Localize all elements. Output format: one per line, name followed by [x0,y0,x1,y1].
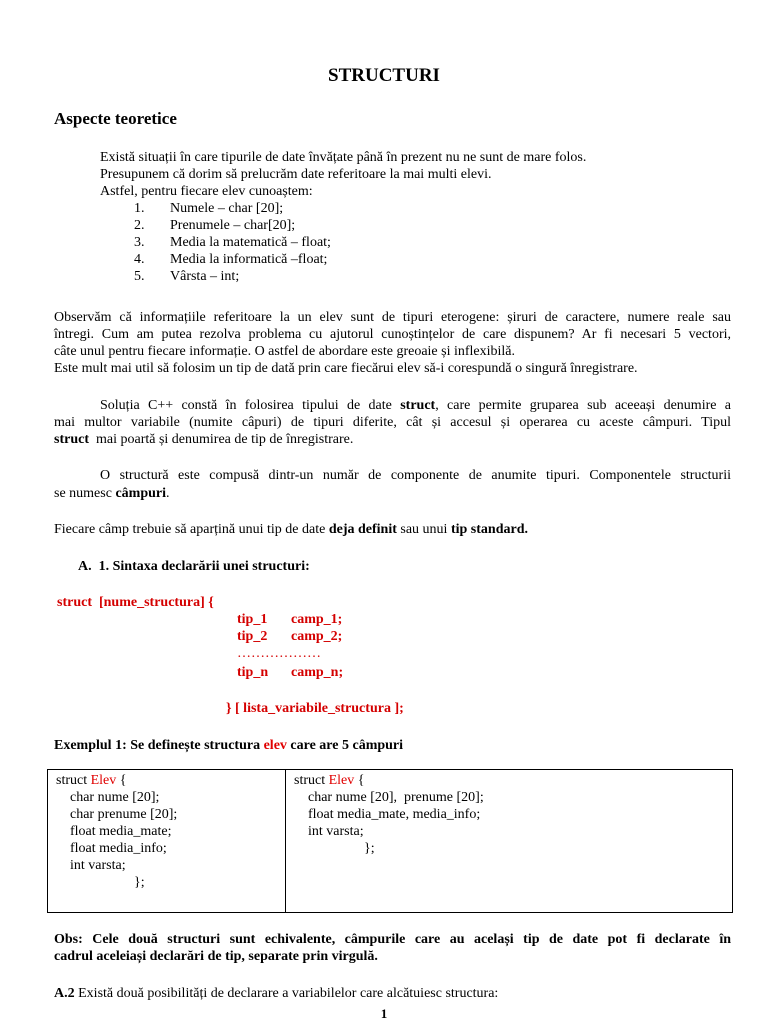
code-line: char nume [20], prenume [20]; [308,790,484,805]
paragraph-3-line-1: O structură este compusă dintr-un număr de componente de anumite tipuri. Componentele structurii [100,468,731,483]
code-line: struct Elev { [294,773,365,788]
list-item: 5. Vârsta – int; [134,269,240,284]
paragraph-1-line-1: Observăm că informațiile referitoare la un elev sunt de tipuri eterogene: șiruri de caractere, numere reale sau [54,310,731,325]
paragraph-4: Fiecare câmp trebuie să aparțină unui tip de date deja definit sau unui tip standard. [54,522,528,537]
syntax-field-n-name: camp_n; [291,665,344,680]
syntax-field-1-name: camp_1; [291,612,343,627]
code-line: char prenume [20]; [70,807,178,822]
code-line: float media_info; [70,841,167,856]
paragraph-2-line-2: mai multor variabile (numite câpuri) de tipuri diferite, cât și accesul și operarea cu aceste câmpuri. Tipul [54,415,731,430]
paragraph-2-line-3: struct mai poartă și denumirea de tip de înregistrare. [54,432,354,447]
paragraph-2-line-1: Soluția C++ constă în folosirea tipului de date struct, care permite gruparea sub aceeași denumire a [100,398,732,413]
syntax-heading: A. 1. Sintaxa declarării unei structuri: [78,559,310,574]
field-list [134,200,331,285]
list-item: 1. Numele – char [20]; [134,201,284,216]
paragraph-1-line-4: Este mult mai util să folosim un tip de dată prin care fiecărui elev să-i corespundă o singură înregistrare. [54,361,638,376]
intro-line-3: Astfel, pentru fiecare elev cunoaștem: [100,184,313,199]
code-line: struct Elev { [56,773,127,788]
section-heading: Aspecte teoretice [54,109,177,128]
code-line: int varsta; [308,824,364,839]
code-cell-right [286,770,733,913]
example-heading: Exemplul 1: Se definește structura elev care are 5 câmpuri [54,738,404,753]
code-line: }; [364,841,375,856]
intro-line-1: Există situații în care tipurile de date învățate până în prezent nu ne sunt de mare folos. [100,150,587,165]
obs-line-1: Obs: Cele două structuri sunt echivalente, câmpurile care au același tip de date pot fi declarate în [54,932,731,947]
code-line: float media_mate, media_info; [308,807,481,822]
list-item: 4. Media la informatică –float; [134,252,328,267]
syntax-head: struct [nume_structura] { [57,595,214,610]
list-item: 3. Media la matematică – float; [134,235,331,250]
obs-line-2: cadrul aceleiași declarări de tip, separate prin virgulă. [54,949,378,964]
code-line: int varsta; [70,858,126,873]
syntax-field-2-type: tip_2 [237,629,268,644]
paragraph-1-line-3: câte unul pentru fiecare informație. O astfel de abordare este greoaie și inflexibilă. [54,344,516,359]
code-line: char nume [20]; [70,790,160,805]
list-item: 2. Prenumele – char[20]; [134,218,296,233]
paragraph-3-line-2: se numesc câmpuri. [54,486,170,501]
code-line: }; [134,875,145,890]
syntax-field-n-type: tip_n [237,665,269,680]
section-a2: A.2 Există două posibilități de declarare a variabilelor care alcătuiesc structura: [54,986,499,1001]
code-cell-left [48,770,286,913]
code-line: float media_mate; [70,824,172,839]
paragraph-1-line-2: întregi. Cum am putea rezolva problema cu ajutorul cunoștințelor de care dispunem? Ar fi necesari 5 vectori, [54,327,731,342]
page-title: STRUCTURI [328,65,440,86]
syntax-tail: } [ lista_variabile_structura ]; [226,701,404,716]
intro-line-2: Presupunem că dorim să prelucrăm date referitoare la mai multi elevi. [100,167,492,182]
syntax-field-1-type: tip_1 [237,612,268,627]
page-number: 1 [380,1006,388,1021]
code-comparison-table [47,769,733,913]
syntax-dots: ……………… [237,646,321,661]
syntax-field-2-name: camp_2; [291,629,343,644]
